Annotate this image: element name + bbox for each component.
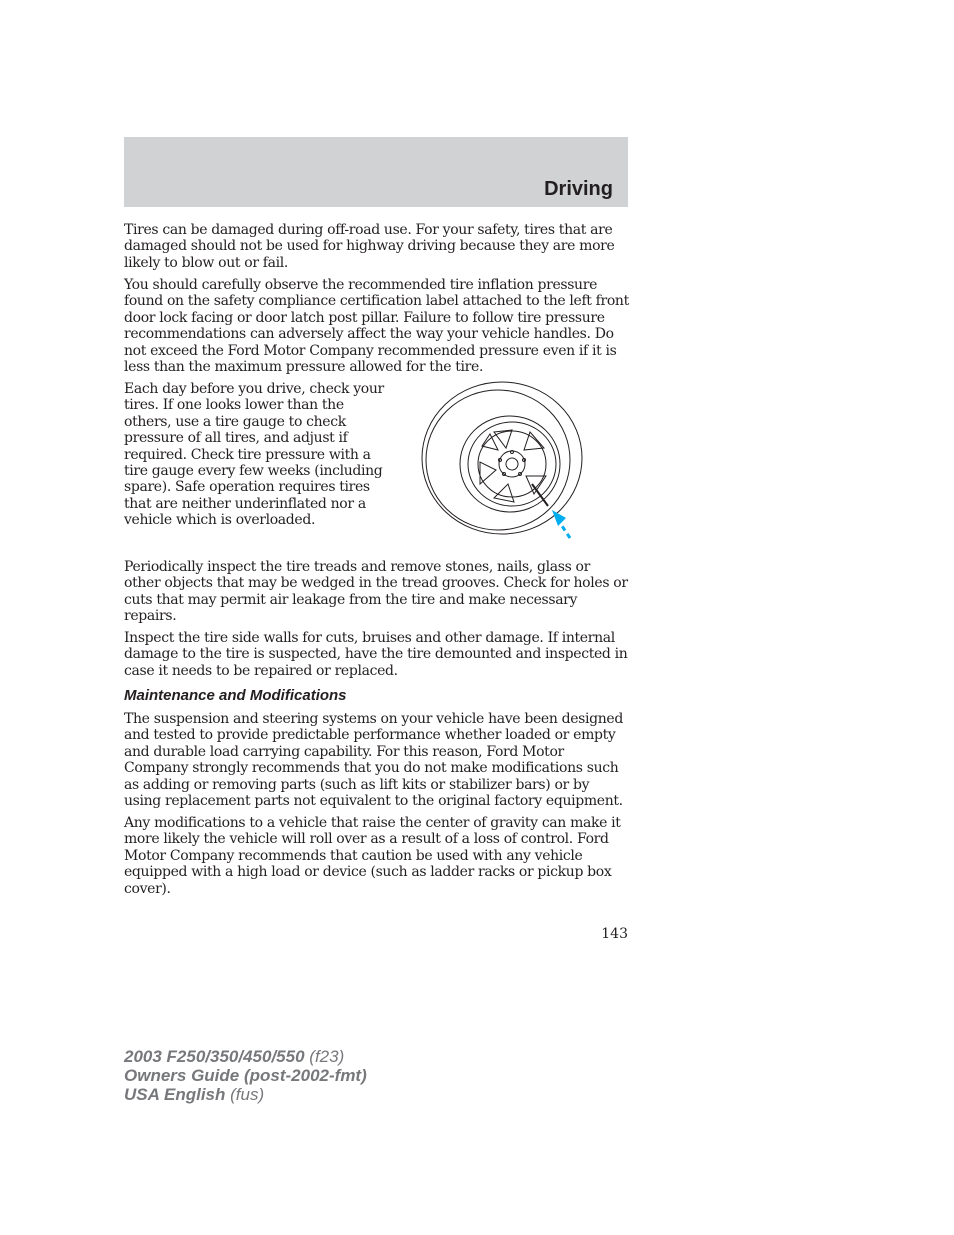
footer-line-model: 2003 F250/350/450/550 (f23) [124,1047,345,1066]
section-header-band [124,137,628,207]
paragraph-sidewall-inspection: Inspect the tire side walls for cuts, bruises and other damage. If internal damage to the tire is suspected, have the tire demounted and inspected in case it needs to be repaired or replaced. [124,630,628,679]
footer-line-guide: Owners Guide (post-2002-fmt) [124,1066,367,1085]
paragraph-suspension-steering: The suspension and steering systems on your vehicle have been designed and tested to provide predictable performance whether loaded or empty and durable load carrying capability. For this reason, Ford Motor Company strongly recommends that you do not make modifications such as adding or removing parts (such as lift kits or stabilizer bars) or by using replacement parts not equivalent to the original factory equipment. [124,711,623,810]
paragraph-tread-inspection: Periodically inspect the tire treads and remove stones, nails, glass or other objects that may be wedged in the tread grooves. Check for holes or cuts that may permit air leakage from the tire and make necessary repairs. [124,559,628,625]
footer-line-language: USA English (fus) [124,1085,265,1104]
page-number: 143 [601,926,628,942]
paragraph-offroad-damage: Tires can be damaged during off-road use. For your safety, tires that are damaged should not be used for highway driving because they are more likely to blow out or fail. [124,222,615,271]
paragraph-center-of-gravity: Any modifications to a vehicle that raise the center of gravity can make it more likely the vehicle will roll over as a result of a loss of control. Ford Motor Company recommends that caution be used with any vehicle equipped with a high load or device (such as ladder racks or pickup box cover). [124,815,621,897]
tire-valve-illustration [420,380,590,550]
subheading-maintenance: Maintenance and Modifications [124,687,347,704]
section-title: Driving [544,178,613,200]
document-footer [124,1047,367,1104]
arrow-head-icon [552,510,566,526]
paragraph-inflation-pressure: You should carefully observe the recommended tire inflation pressure found on the safety compliance certification label attached to the left front door lock facing or door latch post pillar. Failure to follow tire pressure recommendations can adversely affect the way your vehicle handles. Do not exceed the Ford Motor Company recommended pressure even if it is less than the maximum pressure allowed for the tire. [124,277,629,376]
paragraph-daily-check: Each day before you drive, check your tires. If one looks lower than the others, use a tire gauge to check pressure of all tires, and adjust if required. Check tire pressure with a tire gauge every few weeks (including spare). Safe operation requires tires that are neither underinflated nor a vehicle which is overloaded. [124,381,384,529]
